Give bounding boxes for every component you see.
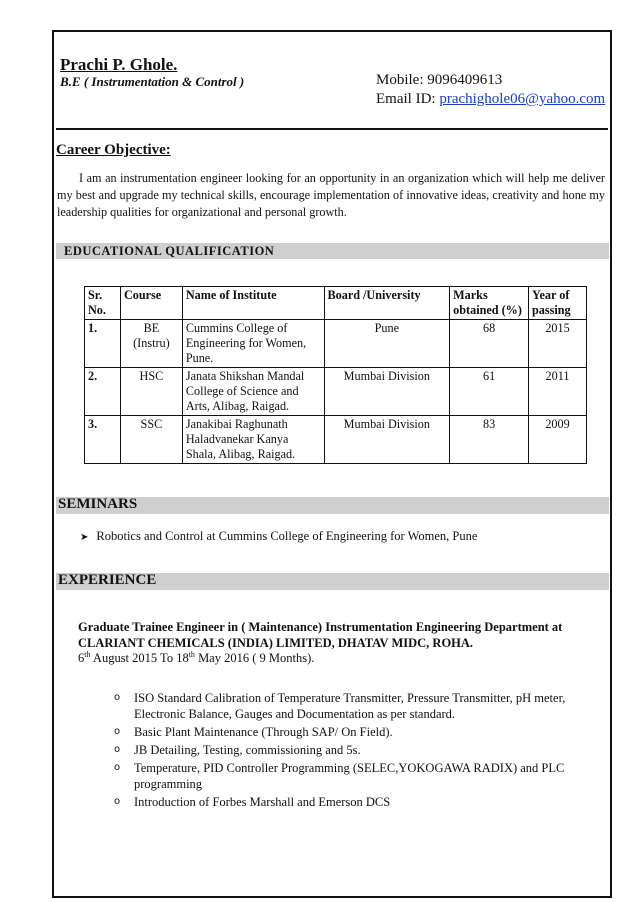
table-row (85, 320, 587, 368)
start-day-suffix: th (84, 650, 91, 659)
list-item (114, 690, 594, 722)
header-divider (56, 128, 608, 130)
table-header-row (85, 287, 587, 320)
cell-sr: 3. (85, 416, 121, 464)
list-item (114, 742, 594, 758)
career-objective-title: Career Objective: (56, 142, 171, 158)
cell-institute: Janakibai Raghunath Haladvanekar Kanya Shala, Alibag, Raigad. (182, 416, 324, 464)
col-header-institute: Name of Institute (182, 287, 324, 320)
candidate-name: Prachi P. Ghole. (60, 55, 178, 74)
list-item (80, 529, 477, 544)
cell-course: SSC (120, 416, 182, 464)
list-item (114, 794, 594, 810)
seminar-text: Robotics and Control at Cummins College of Engineering for Women, Pune (96, 529, 478, 543)
table-row (85, 416, 587, 464)
col-header-marks: Marks obtained (%) (450, 287, 529, 320)
duty-text: ISO Standard Calibration of Temperature Transmitter, Pressure Transmitter, pH meter, Electronic Balance, Gauges and Documentation as per standard. (134, 691, 566, 721)
cell-course: HSC (120, 368, 182, 416)
mobile-line (376, 72, 502, 89)
cell-course: BE (Instru) (120, 320, 182, 368)
duty-text: Basic Plant Maintenance (Through SAP/ On Field). (134, 725, 393, 739)
cell-marks: 61 (450, 368, 529, 416)
email-label: Email ID: (376, 91, 440, 107)
education-section-header (56, 243, 609, 259)
cell-institute: Cummins College of Engineering for Women, Pune. (182, 320, 324, 368)
email-line (376, 91, 605, 108)
duty-text: Temperature, PID Controller Programming (SELEC,YOKOGAWA RADIX) and PLC programming (134, 761, 565, 791)
seminars-title: SEMINARS (58, 496, 138, 512)
cell-year: 2009 (529, 416, 587, 464)
degree: B.E ( Instrumentation & Control ) (60, 74, 245, 89)
circle-bullet-icon: o (114, 762, 121, 773)
col-header-board: Board /University (324, 287, 450, 320)
education-table (84, 286, 587, 464)
cell-board: Mumbai Division (324, 416, 450, 464)
cell-year: 2015 (529, 320, 587, 368)
duties-list (114, 690, 594, 812)
cell-marks: 68 (450, 320, 529, 368)
education-title: EDUCATIONAL QUALIFICATION (64, 244, 275, 258)
list-item (114, 724, 594, 740)
mobile-number: 9096409613 (427, 72, 503, 88)
start-day: 6 (78, 651, 85, 666)
col-header-sr: Sr. No. (85, 287, 121, 320)
cell-institute: Janata Shikshan Mandal College of Science and Arts, Alibag, Raigad. (182, 368, 324, 416)
cell-board: Mumbai Division (324, 368, 450, 416)
experience-position: Graduate Trainee Engineer in ( Maintenance) Instrumentation Engineering Department at CLARIANT CHEMICALS (INDIA) LIMITED, DHATAV MIDC, ROHA. (78, 620, 563, 650)
table-row (85, 368, 587, 416)
circle-bullet-icon: o (114, 726, 121, 737)
circle-bullet-icon: o (114, 692, 121, 703)
cell-year: 2011 (529, 368, 587, 416)
career-objective-text: I am an instrumentation engineer looking for an opportunity in an organization which will help me deliver my best and upgrade my technical skills, encourage implementation of innovative ideas, creativity and hone my leadership qualities for organizational and personal growth. (57, 171, 605, 219)
cell-board: Pune (324, 320, 450, 368)
col-header-year: Year of passing (529, 287, 587, 320)
circle-bullet-icon: o (114, 744, 121, 755)
col-header-course: Course (120, 287, 182, 320)
cell-sr: 2. (85, 368, 121, 416)
email-link[interactable]: prachighole06@yahoo.com (439, 91, 606, 107)
date-end: May 2016 ( 9 Months). (194, 651, 315, 666)
seminars-section-header (56, 497, 609, 514)
mobile-label: Mobile: (376, 72, 428, 88)
experience-dates (78, 650, 314, 666)
duty-text: Introduction of Forbes Marshall and Emerson DCS (134, 795, 391, 809)
circle-bullet-icon: o (114, 796, 121, 807)
cell-sr: 1. (85, 320, 121, 368)
duty-text: JB Detailing, Testing, commissioning and 5s. (134, 743, 361, 757)
date-middle: August 2015 To 18 (90, 651, 189, 666)
end-day-suffix: th (188, 650, 195, 659)
experience-title: EXPERIENCE (58, 572, 157, 588)
list-item (114, 760, 594, 792)
experience-section-header (56, 573, 609, 590)
arrow-bullet-icon: ➤ (80, 532, 89, 543)
cell-marks: 83 (450, 416, 529, 464)
